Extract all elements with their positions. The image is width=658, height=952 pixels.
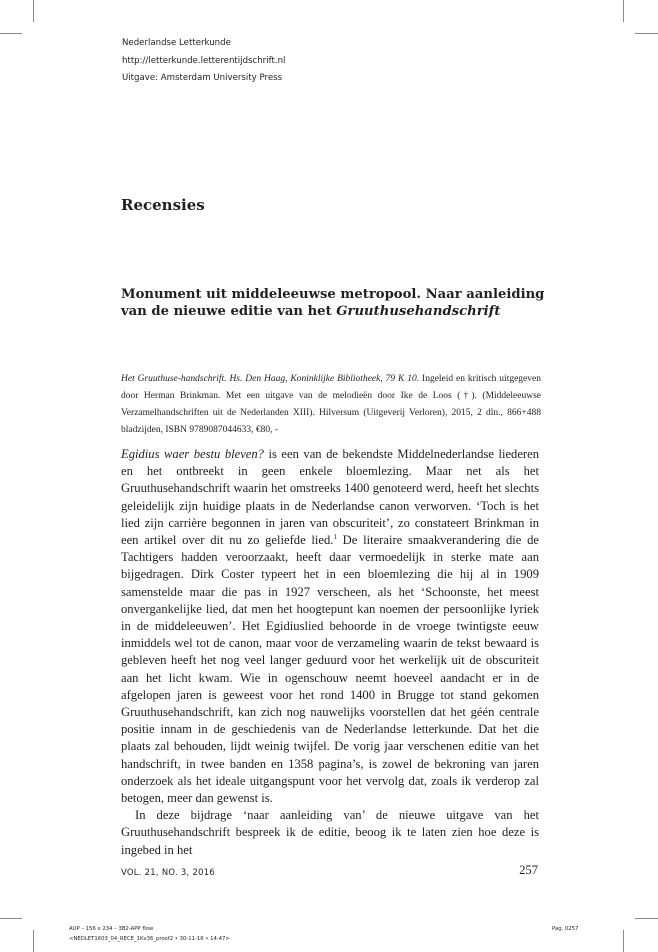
article-title [121, 287, 561, 320]
footer-volume: VOL. 21, NO. 3, 2016 [121, 867, 215, 877]
footnote-reference[interactable]: 1 [333, 533, 337, 542]
paragraph-1-text-b: De literaire smaakverandering die de Tachtigers hadden veroorzaakt, heeft daar vermoedelijk in sterke mate aan bijgedragen. Dirk Coster typeert het in een bloemlezing die hij al in 1909 samenstelde maar die pas in 1927 verscheen, als het ‘Schoonste, het meest onvergankelijke lied, dat men het hoogtepunt kan noemen der persoonlijke lyriek in de middeleeuwen’. Het Egidiuslied behoorde in de vroege twintigste eeuw inmiddels wel tot de canon, maar voor de verzameling waarin de tekst bewaard is gebleven heeft het nog veel langer geduurd voor het werkelijk uit de obscuriteit aan het licht kwam. Wie in ogenschouw neemt hoeveel aandacht er in de afgelopen jaren is geweest voor het rond 1400 in Brugge tot stand gekomen Gruuthusehandschrift, kan zich nog nauwelijks voorstellen dat het géén centrale positie innam in de geschiedenis van de Nederlandse letterkunde. Dat het die plaats zal behouden, lijdt weinig twijfel. De vorig jaar verschenen editie van het handschrift, in twee banden en 1358 pagina’s, is zowel de bekroning van jaren onderzoek als het ideale uitgangspunt voor het vervolg dat, zoals ik verderop zal betogen, meer dan gewenst is. [121, 533, 539, 806]
crop-mark-bottom-right-horizontal [635, 918, 658, 919]
crop-mark-top-left-vertical [33, 0, 34, 22]
crop-mark-top-right-vertical [623, 0, 624, 22]
bibliography-title: Het Gruuthuse-handschrift. Hs. Den Haag, Koninklijke Bibliotheek, 79 K 10. [121, 374, 420, 384]
journal-header [122, 35, 285, 88]
journal-url[interactable]: http://letterkunde.letterentijdschrift.nl [122, 55, 286, 66]
bibliography-details: Ingeleid en kritisch uitgegeven door Herman Brinkman. Met een uitgave van de melodieën door Ike de Loos (†). (Middeleeuwse Verzamelhandschriften uit de Nederlanden XIII). Hilversum (Uitgeverij Verloren), 2015, 2 dln., 866+488 bladzijden, ISBN 9789087044633, €80, - [121, 374, 541, 435]
article-title-line2-text: van de nieuwe editie van het [121, 303, 337, 319]
crop-mark-bottom-left-horizontal [0, 918, 22, 919]
journal-publisher: Uitgave: Amsterdam University Press [122, 73, 283, 84]
crop-mark-top-right-horizontal [635, 33, 658, 34]
bibliographic-reference [121, 371, 541, 439]
article-title-line1: Monument uit middeleeuwse metropool. Naar aanleiding [121, 287, 545, 302]
paragraph-2: In deze bijdrage ‘naar aanleiding van’ de nieuwe uitgave van het Gruuthusehandschrift bespreek ik de editie, beoog ik te laten zien hoe deze is ingebed in het [121, 808, 539, 857]
section-title: Recensies [121, 196, 205, 214]
paragraph-1 [121, 446, 539, 807]
paragraph-1-text-a: is een van de bekendste Middelnederlandse liederen en het ontbreekt in geen enkele bloemlezing. Maar net als het Gruuthusehandschrift waarin het omstreeks 1400 genoteerd werd, heeft het slechts geleidelijk zijn huidige plaats in de Nederlandse canon verworven. ‘Toch is het lied zijn carrière begonnen in jaren van obscuriteit’, zo constateert Brinkman in een artikel over dit nu zo geliefde lied. [121, 447, 540, 548]
slug-line-2: <NEDLET1603_04_RECE_1Kv36_proef2 • 30-11-16 • 14:47> [69, 935, 230, 942]
article-title-italic: Gruuthusehandschrift [336, 303, 501, 319]
crop-mark-bottom-right-vertical [623, 930, 624, 952]
paragraph-1-italic-opening: Egidius waer bestu bleven? [121, 447, 264, 461]
footer-page-number: 257 [519, 863, 538, 877]
printer-slug [69, 925, 230, 944]
article-title-line2 [121, 304, 561, 321]
slug-page-label: Pag. 0257 [552, 926, 579, 932]
slug-line-1: AUP – 156 x 234 – 3B2-APP flow [69, 926, 154, 932]
journal-name: Nederlandse Letterkunde [122, 38, 231, 48]
crop-mark-bottom-left-vertical [33, 930, 34, 952]
crop-mark-top-left-horizontal [0, 33, 22, 34]
article-body [121, 446, 539, 859]
